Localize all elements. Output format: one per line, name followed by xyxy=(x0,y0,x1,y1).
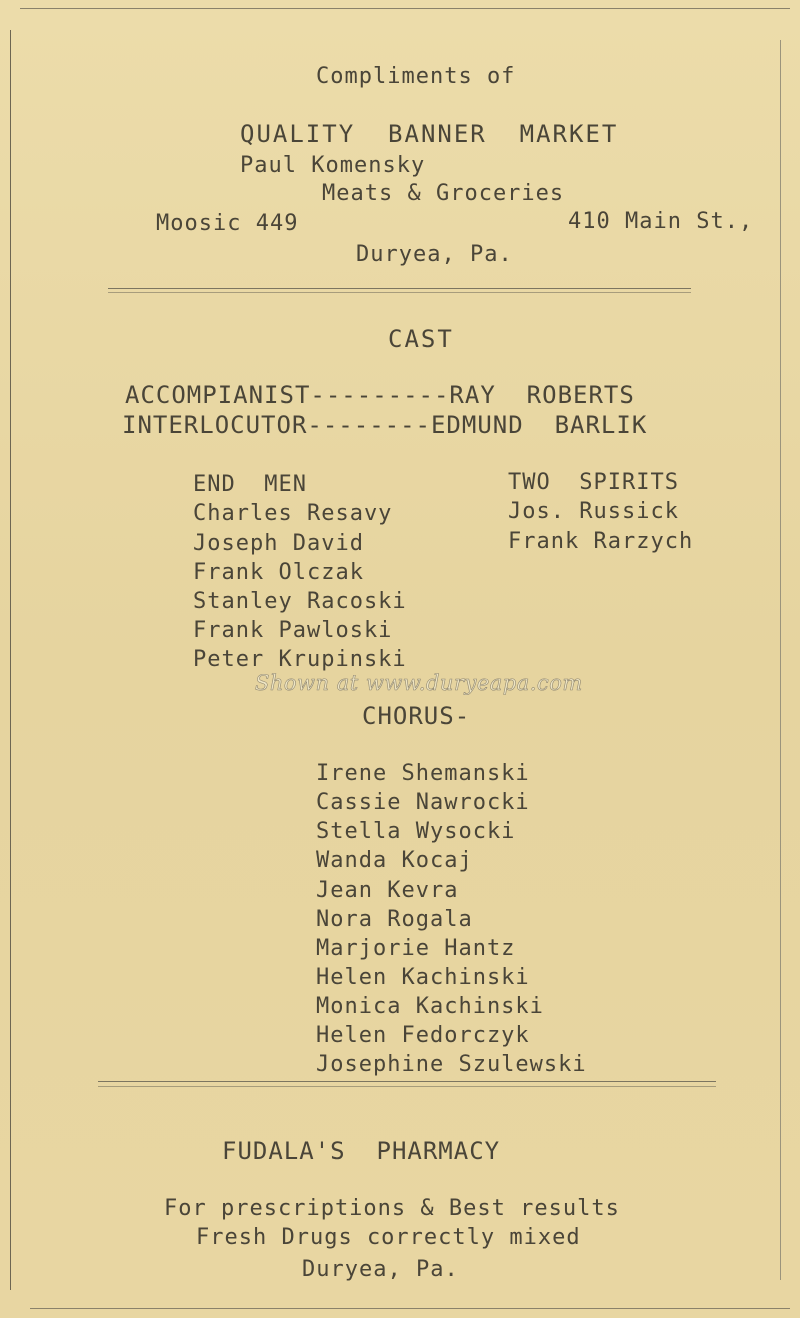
spirit: Jos. Russick xyxy=(508,499,679,524)
divider-1b xyxy=(108,292,691,293)
chorus-member: Monica Kachinski xyxy=(316,994,544,1019)
end-men-heading: END MEN xyxy=(193,472,307,497)
end-man: Charles Resavy xyxy=(193,501,393,526)
interlocutor-line: INTERLOCUTOR--------EDMUND BARLIK xyxy=(122,411,648,439)
spirit: Frank Rarzych xyxy=(508,529,694,554)
divider-1 xyxy=(108,288,691,289)
chorus-member: Josephine Szulewski xyxy=(316,1052,587,1077)
chorus-member: Wanda Kocaj xyxy=(316,848,473,873)
chorus-member: Irene Shemanski xyxy=(316,761,530,786)
pharmacy-line-2: Fresh Drugs correctly mixed xyxy=(196,1225,581,1250)
market-city: Duryea, Pa. xyxy=(356,242,513,267)
page-edge-left xyxy=(10,30,11,1290)
end-man: Frank Olczak xyxy=(193,560,364,585)
page-edge-right xyxy=(780,40,781,1280)
cast-heading: CAST xyxy=(388,325,454,353)
chorus-member: Cassie Nawrocki xyxy=(316,790,530,815)
market-goods: Meats & Groceries xyxy=(322,181,565,206)
chorus-member: Helen Kachinski xyxy=(316,965,530,990)
compliments-text: Compliments of xyxy=(316,64,516,89)
market-owner: Paul Komensky xyxy=(240,153,426,178)
pharmacy-line-1: For prescriptions & Best results xyxy=(164,1196,620,1221)
chorus-member: Marjorie Hantz xyxy=(316,936,516,961)
page-edge-bottom xyxy=(30,1308,790,1309)
chorus-member: Stella Wysocki xyxy=(316,819,516,844)
chorus-member: Jean Kevra xyxy=(316,878,459,903)
chorus-member: Nora Rogala xyxy=(316,907,473,932)
two-spirits-heading: TWO SPIRITS xyxy=(508,470,679,495)
divider-2b xyxy=(98,1086,716,1087)
market-address: 410 Main St., xyxy=(568,209,754,234)
chorus-heading: CHORUS- xyxy=(362,702,471,730)
end-man: Joseph David xyxy=(193,531,364,556)
chorus-member: Helen Fedorczyk xyxy=(316,1023,530,1048)
end-man: Peter Krupinski xyxy=(193,647,407,672)
pharmacy-city: Duryea, Pa. xyxy=(302,1257,459,1282)
end-man: Frank Pawloski xyxy=(193,618,393,643)
market-phone: Moosic 449 xyxy=(156,211,299,236)
divider-2 xyxy=(98,1081,716,1082)
watermark: Shown at www.duryeapa.com xyxy=(255,671,583,695)
end-man: Stanley Racoski xyxy=(193,589,407,614)
pharmacy-name: FUDALA'S PHARMACY xyxy=(222,1137,501,1165)
page-edge-top xyxy=(20,8,790,9)
market-name: QUALITY BANNER MARKET xyxy=(240,120,619,148)
accompianist-line: ACCOMPIANIST---------RAY ROBERTS xyxy=(125,381,635,409)
